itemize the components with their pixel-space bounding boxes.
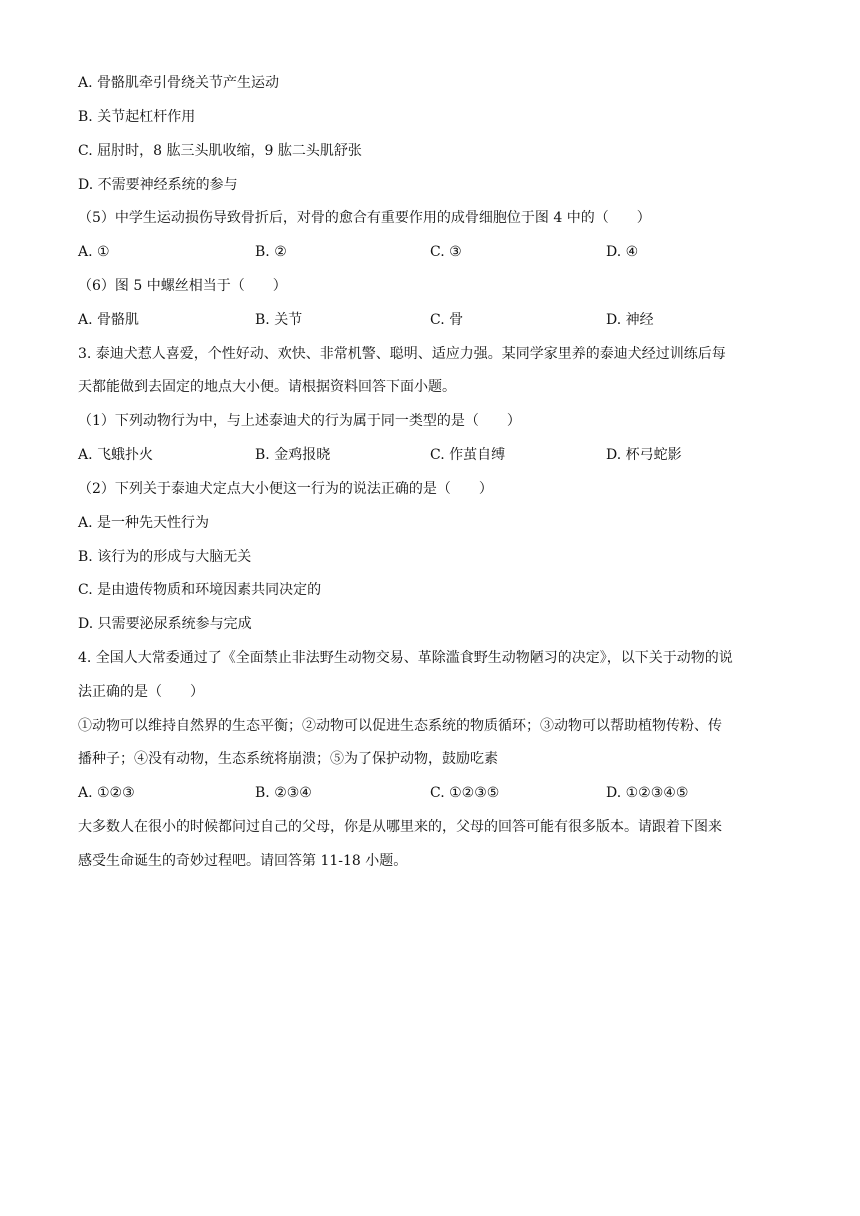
question-intro: 3. 泰迪犬惹人喜爱，个性好动、欢快、非常机警、聪明、适应力强。某同学家里养的泰迪犬经过训练后每: [78, 346, 726, 362]
question-stem: 4. 全国人大常委通过了《全面禁止非法野生动物交易、革除滥食野生动物陋习的决定》，以下关于动物的说: [78, 650, 733, 666]
question-intro: 天都能做到去固定的地点大小便。请根据资料回答下面小题。: [78, 379, 456, 395]
option-b: B. 关节起杠杆作用: [78, 109, 196, 125]
option-c: C. 屈肘时，8 肱三头肌收缩，9 肱二头肌舒张: [78, 143, 362, 159]
option-a: A. 飞蛾扑火: [78, 447, 154, 463]
option-b: B. ②③④: [255, 785, 312, 801]
option-d: D. 杯弓蛇影: [606, 447, 682, 463]
question-stem: （5）中学生运动损伤导致骨折后，对骨的愈合有重要作用的成骨细胞位于图 4 中的（ ）: [78, 210, 651, 226]
question-stem: （6）图 5 中螺丝相当于（ ）: [78, 278, 287, 294]
option-a: A. 是一种先天性行为: [78, 515, 210, 531]
option-c: C. ③: [430, 244, 462, 260]
option-c: C. 是由遗传物质和环境因素共同决定的: [78, 582, 322, 598]
option-b: B. ②: [255, 244, 287, 260]
option-a: A. ①②③: [78, 785, 135, 801]
option-b: B. 关节: [255, 312, 303, 328]
option-a: A. 骨骼肌: [78, 312, 140, 328]
option-d: D. 神经: [606, 312, 654, 328]
question-stem: （1）下列动物行为中，与上述泰迪犬的行为属于同一类型的是（ ）: [78, 413, 521, 429]
question-stem: （2）下列关于泰迪犬定点大小便这一行为的说法正确的是（ ）: [78, 481, 493, 497]
option-b: B. 金鸡报晓: [255, 447, 331, 463]
question-stem: 法正确的是（ ）: [78, 684, 204, 700]
passage-text: 感受生命诞生的奇妙过程吧。请回答第 11-18 小题。: [78, 853, 408, 869]
option-c: C. ①②③⑤: [430, 785, 500, 801]
statement-list: 播种子；④没有动物，生态系统将崩溃；⑤为了保护动物，鼓励吃素: [78, 751, 498, 767]
option-b: B. 该行为的形成与大脑无关: [78, 549, 252, 565]
option-d: D. 不需要神经系统的参与: [78, 177, 238, 193]
statement-list: ①动物可以维持自然界的生态平衡；②动物可以促进生态系统的物质循环；③动物可以帮助植物传粉、传: [78, 718, 722, 734]
option-a: A. 骨骼肌牵引骨绕关节产生运动: [78, 75, 280, 91]
option-a: A. ①: [78, 244, 110, 260]
option-c: C. 作茧自缚: [430, 447, 506, 463]
passage-text: 大多数人在很小的时候都问过自己的父母，你是从哪里来的，父母的回答可能有很多版本。请跟着下图来: [78, 819, 722, 835]
option-d: D. 只需要泌尿系统参与完成: [78, 616, 252, 632]
option-d: D. ④: [606, 244, 639, 260]
option-d: D. ①②③④⑤: [606, 785, 689, 801]
option-c: C. 骨: [430, 312, 464, 328]
